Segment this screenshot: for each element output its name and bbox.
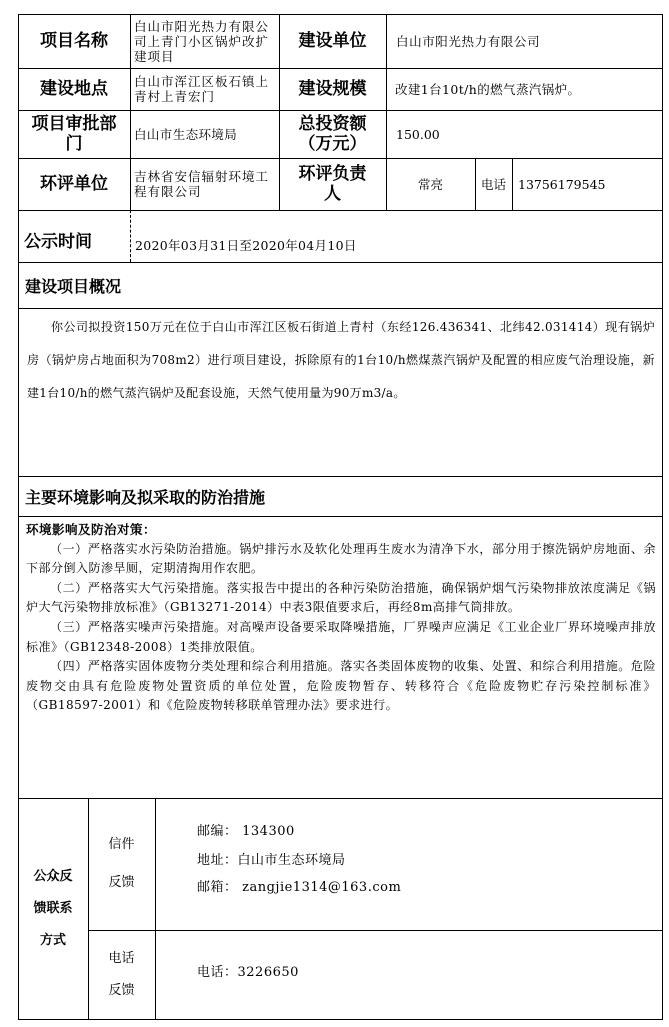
feedback-label: 公众反馈联系方式 [33, 869, 73, 948]
col-divider [512, 158, 513, 210]
eia-unit-label: 环评单位 [40, 174, 108, 194]
row-divider [18, 516, 663, 517]
measure-item-air: （二）严格落实大气污染措施。落实报告中提出的各种污染防治措施，确保锅炉烟气污染物排放浓度满足《锅炉大气污染物排放标准》（GB13271-2014）中表3限值要求后，再经8m高排气筒排放。 [26, 580, 656, 615]
measures-subtitle: 环境影响及防治对策： [26, 522, 157, 537]
email-link[interactable]: 邮箱： zangjie1314@163.com [197, 880, 402, 895]
measures-body [26, 520, 656, 796]
col-divider [130, 210, 131, 262]
notice-period-label: 公示时间 [24, 232, 92, 252]
row-divider [18, 210, 663, 211]
investment-label: 总投资额（万元） [298, 114, 367, 154]
col-divider [155, 798, 156, 1020]
location-label: 建设地点 [40, 79, 108, 99]
overview-text: 你公司拟投资150万元在位于白山市浑江区板石街道上青村（东经126.436341、北纬42.031414）现有锅炉房（锅炉房占地面积为708m2）进行项目建设，拆除原有的1台10/h燃煤蒸汽锅炉及配置的相应废气治理设施，新建1台10/h的燃气蒸汽锅炉及配套设施，天然气使用量为90万m3/a。 [27, 320, 655, 400]
phone-label: 电话 [480, 176, 506, 192]
postcode-text: 邮编： 134300 [197, 824, 295, 839]
location-value: 白山市浑江区板石镇上青村上青宏门 [134, 74, 270, 104]
phone-feedback-label: 电话反馈 [108, 951, 135, 998]
investment-value: 150.00 [396, 126, 440, 142]
overview-title: 建设项目概况 [25, 276, 122, 296]
row-divider [88, 930, 663, 931]
approval-label: 项目审批部门 [31, 114, 117, 154]
eia-unit-value: 吉林省安信辐射环境工程有限公司 [134, 169, 270, 199]
eia-person-label: 环评负责人 [298, 164, 367, 204]
feedback-phone-text: 电话：3226650 [197, 965, 299, 980]
project-name-value: 白山市阳光热力有限公司上青门小区锅炉改扩建项目 [134, 18, 270, 64]
approval-value: 白山市生态环境局 [134, 126, 238, 142]
measure-item-noise: （三）严格落实噪声污染措施。对高噪声设备要采取降噪措施，厂界噪声应满足《工业企业厂界环境噪声排放标准》（GB12348-2008）1类排放限值。 [26, 619, 656, 654]
scale-label: 建设规模 [298, 79, 367, 99]
notice-period-value: 2020年03月31日至2020年04月10日 [135, 237, 357, 253]
letter-feedback-label: 信件反馈 [108, 837, 135, 890]
builder-value: 白山市阳光热力有限公司 [396, 33, 541, 49]
eia-person-value: 常亮 [417, 176, 443, 192]
measure-item-solid-waste: （四）严格落实固体废物分类处理和综合利用措施。落实各类固体废物的收集、处置、和综合利用措施。危险废物交由具有危险废物处置资质的单位处置，危险废物暂存、转移符合《危险废物贮存污染控制标准》（GB18597-2001）和《危险废物转移联单管理办法》要求进行。 [26, 659, 656, 713]
address-text: 地址：白山市生态环境局 [197, 853, 346, 868]
scale-value: 改建1台10t/h的燃气蒸汽锅炉。 [395, 81, 581, 97]
measure-item-water: （一）严格落实水污染防治措施。锅炉排污水及软化处理再生废水为清净下水，部分用于擦洗锅炉房地面、余下部分倒入防渗旱厕，定期清掏用作农肥。 [26, 541, 656, 576]
col-divider [130, 14, 131, 210]
project-name-label: 项目名称 [40, 31, 108, 51]
row-divider [18, 308, 663, 309]
builder-label: 建设单位 [298, 31, 367, 51]
measures-title: 主要环境影响及拟采取的防治措施 [25, 487, 266, 507]
phone-value: 13756179545 [518, 176, 606, 192]
